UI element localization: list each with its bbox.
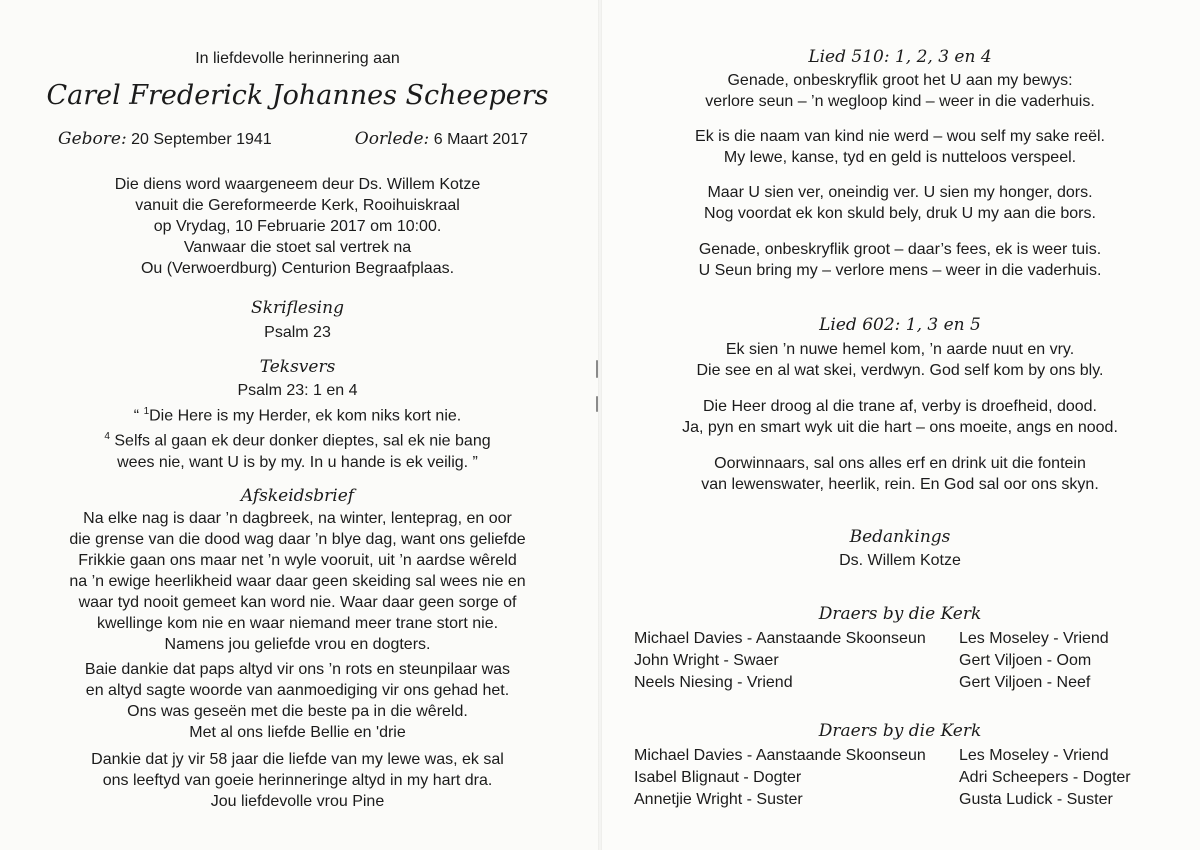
hymn-line: Nog voordat ek kon skuld bely, druk U my aan die bors. (704, 205, 1096, 222)
bearers-row (634, 650, 1154, 672)
bearer-name: Gusta Ludick - Suster (959, 791, 1113, 808)
service-line: Vanwaar die stoet sal vertrek na (183, 239, 412, 256)
service-line: Ou (Verwoerdburg) Centurion Begraafplaas. (140, 260, 455, 277)
birth-date (58, 127, 272, 152)
letter-paragraph-3 (40, 749, 555, 812)
verse-line-2 (40, 426, 555, 451)
hymn-line: Die Heer droog al die trane af, verby is droefheid, dood. (702, 398, 1097, 415)
verse-reference: Psalm 23: 1 en 4 (237, 382, 358, 399)
bearer-name: Gert Viljoen - Neef (959, 674, 1091, 691)
letter-line: Jou liefdevolle vrou Pine (210, 793, 385, 810)
verse-line-1 (40, 401, 555, 426)
open-quote: “ (133, 407, 144, 425)
hymn-line: Maar U sien ver, oneindig ver. U sien my honger, dors. (707, 184, 1093, 201)
letter-heading: Afskeidsbrief (240, 486, 355, 506)
bearers-list (634, 628, 1154, 694)
letter-line: Frikkie gaan ons maar net ’n wyle vooruit, uit ’n aardse wêreld (78, 552, 517, 569)
bearer-name: Michael Davies - Aanstaande Skoonseun (634, 630, 926, 647)
bearers-list (634, 745, 1154, 811)
hymn-line: Ek sien ’n nuwe hemel kom, ’n aarde nuut en vry. (725, 341, 1075, 358)
letter-line: en altyd sagte woorde van aanmoediging vir ons gehad het. (85, 682, 510, 699)
bearer-name: Les Moseley - Vriend (959, 747, 1109, 764)
reading-heading: Skriflesing (251, 298, 344, 318)
hymn-line: Oorwinnaars, sal ons alles erf en drink uit die fontein (714, 455, 1086, 472)
hymn-510-stanza (630, 182, 1170, 224)
hymn-line: U Seun bring my – verlore mens – weer in die vaderhuis. (698, 262, 1102, 279)
page-fold (598, 0, 602, 850)
bearer-name: Gert Viljoen - Oom (959, 652, 1092, 669)
right-page (600, 0, 1200, 850)
letter-paragraph-2 (40, 659, 555, 743)
verse-text: Selfs al gaan ek deur donker dieptes, sal ek nie bang (109, 432, 491, 450)
death-date (355, 127, 528, 152)
service-line: Die diens word waargeneem deur Ds. Willem Kotze (114, 176, 481, 193)
reading-text: Psalm 23 (264, 324, 331, 341)
bearers-heading: Draers by die Kerk (818, 721, 982, 741)
hymn-510-stanza (630, 239, 1170, 281)
letter-line: Dankie dat jy vir 58 jaar die liefde van my lewe was, ek sal (91, 751, 504, 768)
letter-line: Baie dankie dat paps altyd vir ons ’n rots en steunpilaar was (84, 661, 511, 678)
bearer-name: John Wright - Swaer (634, 652, 779, 669)
staple-mark (596, 360, 598, 378)
hymn-602-stanza (630, 453, 1170, 495)
letter-line: die grense van die dood wag daar ’n blye dag, want ons geliefde (69, 531, 526, 548)
service-line: vanuit die Gereformeerde Kerk, Rooihuiskraal (135, 197, 460, 214)
bearers-heading: Draers by die Kerk (818, 604, 982, 624)
letter-line: kwellinge kom nie en waar niemand meer trane stort nie. (96, 615, 499, 632)
letter-line: Ons was geseën met die beste pa in die wêreld. (127, 703, 468, 720)
verse-text: Die Here is my Herder, ek kom niks kort nie. (149, 407, 462, 425)
bearer-name: Adri Scheepers - Dogter (959, 769, 1131, 786)
thanks-name: Ds. Willem Kotze (839, 552, 961, 569)
dates-row (58, 127, 528, 152)
verse-line-3: wees nie, want U is by my. In u hande is ek veilig. ” (117, 453, 478, 471)
hymn-510-stanza (630, 126, 1170, 168)
hymn-line: Ja, pyn en smart wyk uit die hart – ons moeite, angs en nood. (682, 419, 1118, 436)
born-date: 20 September 1941 (131, 131, 272, 148)
bearer-name: Annetjie Wright - Suster (634, 791, 803, 808)
service-line: op Vrydag, 10 Februarie 2017 om 10:00. (153, 218, 442, 235)
hymn-line: verlore seun – ’n wegloop kind – weer in die vaderhuis. (705, 93, 1095, 110)
hymn-602-stanza (630, 339, 1170, 381)
intro-text: In liefdevolle herinnering aan (195, 50, 400, 67)
letter-paragraph-1 (40, 508, 555, 655)
hymn-line: Genade, onbeskryflik groot het U aan my bewys: (727, 72, 1073, 89)
letter-line: waar tyd nooit gemeet kan word nie. Waar daar geen sorge of (78, 594, 517, 611)
verse-heading: Teksvers (259, 357, 336, 377)
hymn-602-stanza (630, 396, 1170, 438)
bearers-row (634, 745, 1154, 767)
hymn-line: Ek is die naam van kind nie werd – wou self my sake reël. (695, 128, 1105, 145)
hymn-line: van lewenswater, heerlik, rein. En God sal oor ons skyn. (701, 476, 1099, 493)
verse-number: 4 (104, 431, 110, 443)
bearers-row (634, 672, 1154, 694)
letter-line: ons leeftyd van goeie herinneringe altyd in my hart dra. (102, 772, 493, 789)
hymn-510-stanza (630, 70, 1170, 112)
hymn-602-heading: Lied 602: 1, 3 en 5 (819, 315, 981, 335)
bearers-row (634, 767, 1154, 789)
letter-line: na ’n ewige heerlikheid waar daar geen skeiding sal wees nie en (69, 573, 526, 590)
staple-mark (596, 396, 598, 412)
died-date: 6 Maart 2017 (433, 131, 528, 148)
thanks-heading: Bedankings (849, 527, 951, 547)
hymn-line: My lewe, kanse, tyd en geld is nutteloos verspeel. (723, 149, 1077, 166)
bearer-name: Les Moseley - Vriend (959, 630, 1109, 647)
service-details (40, 174, 555, 279)
bearers-row (634, 628, 1154, 650)
bearers-row (634, 789, 1154, 811)
verse-block (40, 380, 555, 473)
bearer-name: Neels Niesing - Vriend (634, 674, 793, 691)
verse-number: 1 (143, 406, 150, 417)
bearer-name: Isabel Blignaut - Dogter (634, 769, 802, 786)
born-label: Gebore: (58, 129, 127, 149)
hymn-line: Die see en al wat skei, verdwyn. God self kom by ons bly. (696, 362, 1104, 379)
letter-line: Met al ons liefde Bellie en 'drie (189, 724, 406, 741)
died-label: Oorlede: (354, 129, 430, 149)
hymn-510-heading: Lied 510: 1, 2, 3 en 4 (808, 47, 992, 67)
deceased-name: Carel Frederick Johannes Scheepers (46, 80, 549, 111)
hymn-line: Genade, onbeskryflik groot – daar’s fees, ek is weer tuis. (698, 241, 1102, 258)
letter-line: Na elke nag is daar ’n dagbreek, na winter, lenteprag, en oor (83, 510, 512, 527)
letter-line: Namens jou geliefde vrou en dogters. (164, 636, 431, 653)
bearer-name: Michael Davies - Aanstaande Skoonseun (634, 747, 926, 764)
